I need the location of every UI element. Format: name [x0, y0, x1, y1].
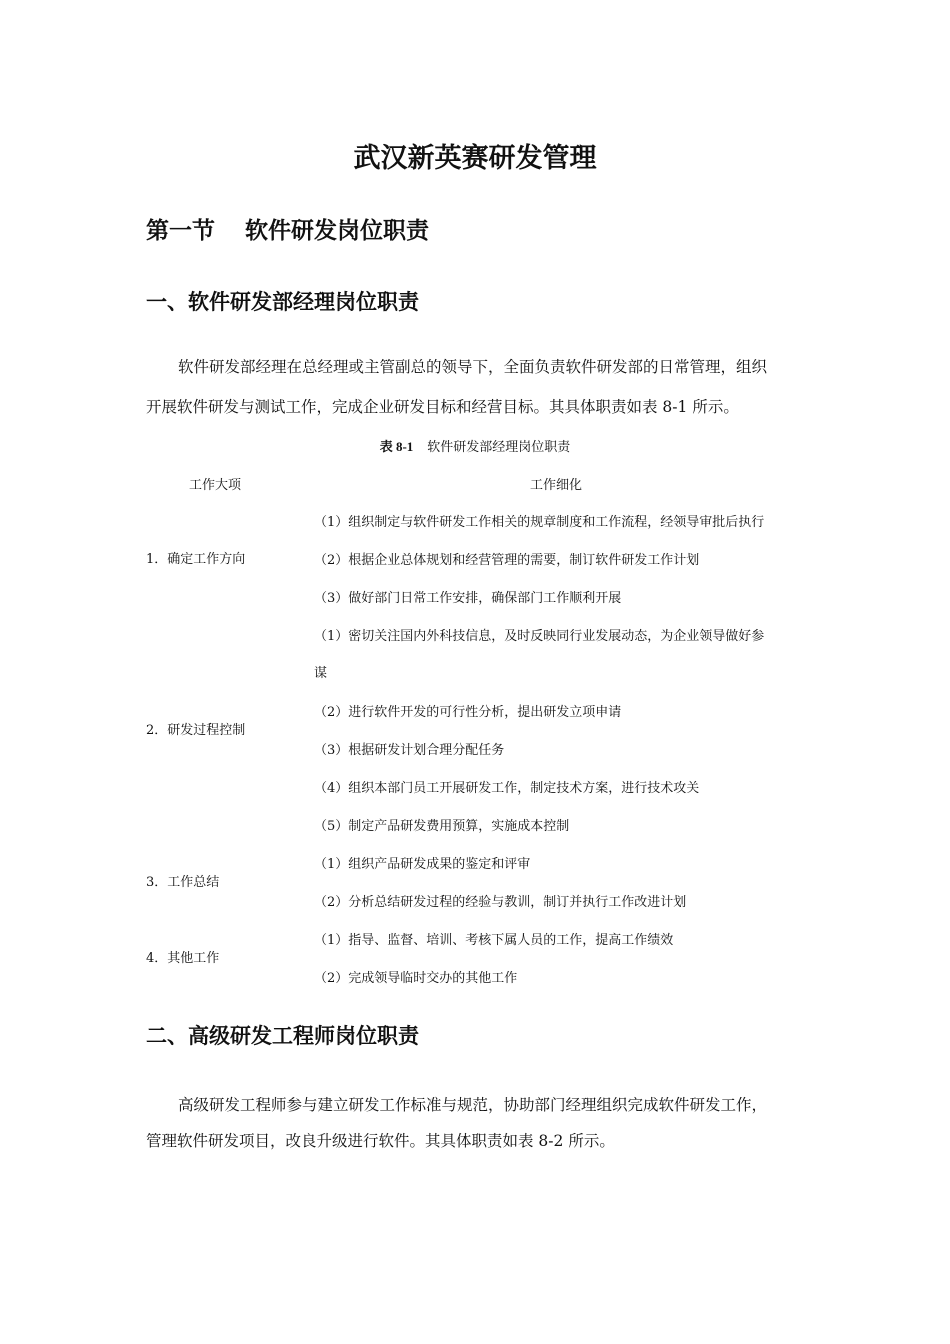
paragraph-1-line-1: 软件研发部经理在总经理或主管副总的领导下，全面负责软件研发部的日常管理，组织 — [178, 358, 768, 376]
table-item: （2）分析总结研发过程的经验与教训，制订并执行工作改进计划 — [314, 895, 687, 910]
section-heading — [146, 212, 429, 245]
table-item: （3）做好部门日常工作安排，确保部门工作顺利开展 — [314, 591, 622, 606]
table-category: 4．其他工作 — [146, 951, 220, 966]
table-item: （1）密切关注国内外科技信息，及时反映同行业发展动态，为企业领导做好参 — [314, 629, 765, 644]
table-header-category: 工作大项 — [189, 478, 242, 493]
table-item: （4）组织本部门员工开展研发工作，制定技术方案，进行技术攻关 — [314, 781, 700, 796]
paragraph-2-line-2: 管理软件研发项目，改良升级进行软件。其具体职责如表 8-2 所示。 — [146, 1132, 615, 1150]
table-category: 2．研发过程控制 — [146, 723, 246, 738]
table-item: （1）组织产品研发成果的鉴定和评审 — [314, 857, 531, 872]
table-item: （2）进行软件开发的可行性分析，提出研发立项申请 — [314, 705, 622, 720]
table-item: （3）根据研发计划合理分配任务 — [314, 743, 505, 758]
table-item: （1）指导、监督、培训、考核下属人员的工作，提高工作绩效 — [314, 933, 674, 948]
subsection-heading-1: 一、软件研发部经理岗位职责 — [146, 289, 419, 314]
subsection-heading-2: 二、高级研发工程师岗位职责 — [146, 1023, 419, 1048]
table-caption-number: 表 8-1 — [379, 439, 414, 454]
paragraph-2-line-1: 高级研发工程师参与建立研发工作标准与规范，协助部门经理组织完成软件研发工作， — [178, 1096, 768, 1114]
paragraph-1-line-2: 开展软件研发与测试工作，完成企业研发目标和经营目标。其具体职责如表 8-1 所示。 — [146, 398, 739, 416]
table-category: 1．确定工作方向 — [146, 552, 246, 567]
section-number: 第一节 — [146, 217, 215, 244]
table-item: （5）制定产品研发费用预算，实施成本控制 — [314, 819, 570, 834]
table-item: （1）组织制定与软件研发工作相关的规章制度和工作流程，经领导审批后执行 — [314, 515, 765, 530]
document-title: 武汉新英赛研发管理 — [353, 143, 597, 174]
table-item: 谋 — [314, 666, 328, 681]
table-caption-title: 软件研发部经理岗位职责 — [427, 440, 571, 455]
table-caption — [0, 436, 950, 455]
table-item: （2）完成领导临时交办的其他工作 — [314, 971, 518, 986]
table-item: （2）根据企业总体规划和经营管理的需要，制订软件研发工作计划 — [314, 553, 700, 568]
table-category: 3．工作总结 — [146, 875, 220, 890]
section-title: 软件研发岗位职责 — [245, 217, 429, 244]
table-header-detail: 工作细化 — [530, 478, 583, 493]
